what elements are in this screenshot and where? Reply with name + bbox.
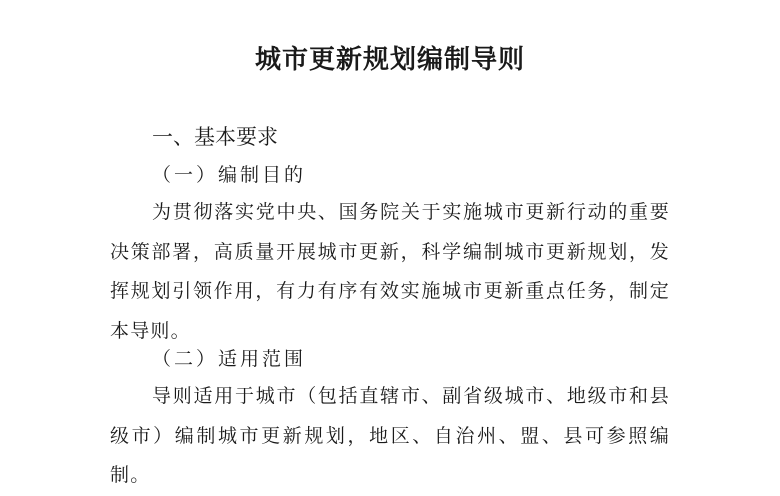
subsection-heading-purpose: （一）编制目的 bbox=[152, 164, 307, 186]
document-title: 城市更新规划编制导则 bbox=[254, 45, 525, 75]
section-heading-basic-requirements: 一、基本要求 bbox=[152, 125, 278, 149]
subsection-heading-scope: （二）适用范围 bbox=[152, 348, 307, 370]
paragraph-purpose: 为贯彻落实党中央、国务院关于实施城市更新行动的重要决策部署，高质量开展城市更新，科学编制城市更新规划，发挥规划引领作用，有力有序有效实施城市更新重点任务，制定本导则。 bbox=[110, 201, 670, 342]
paragraph-scope: 导则适用于城市（包括直辖市、副省级城市、地级市和县级市）编制城市更新规划，地区、自治州、盟、县可参照编制。 bbox=[110, 385, 670, 486]
